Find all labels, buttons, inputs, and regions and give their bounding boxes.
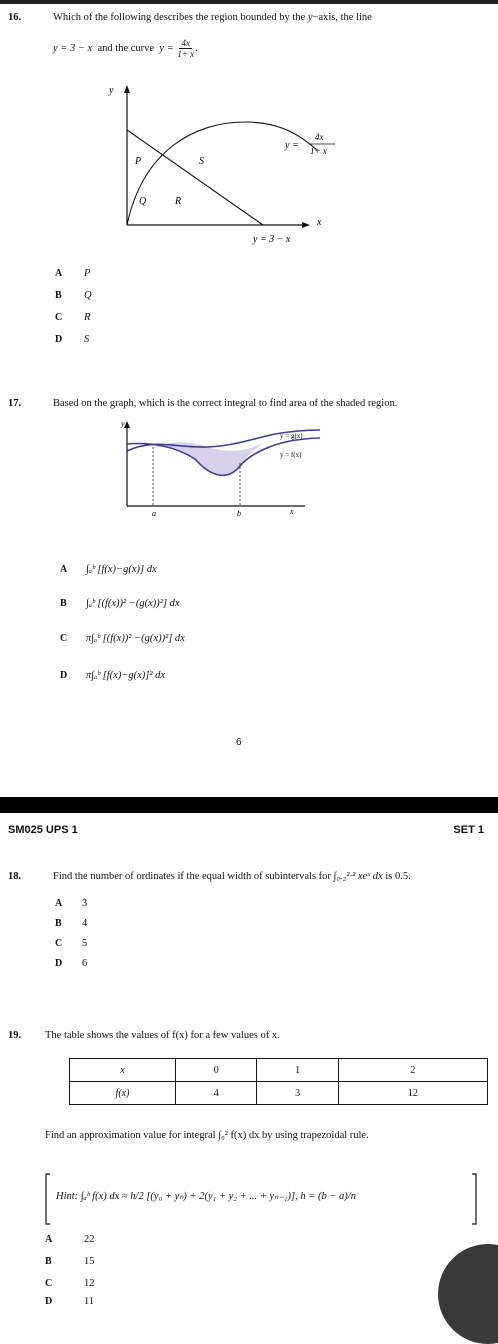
page-corner-curl	[438, 1244, 498, 1344]
q16-text-var: y	[307, 12, 313, 23]
q17-option-d-value[interactable]: π∫ₐᵇ [f(x)−g(x)]² dx	[86, 670, 166, 681]
q16-text-part2: −axis, the line	[312, 12, 372, 23]
table-cell: x	[70, 1059, 176, 1082]
q18-option-b-value[interactable]: 4	[82, 918, 88, 929]
q17-g-label: y = g(x)	[280, 432, 303, 440]
hint-formula: Hint: ∫ₐᵇ f(x) dx ≈ h/2 [(y₀ + yₙ) + 2(y₁ + y₂ + ... + yₙ₋₁)], h = (b − a)/n	[56, 1191, 356, 1202]
q18-option-d-letter[interactable]: D	[55, 958, 63, 969]
q17-a-label: a	[152, 509, 156, 518]
q17-option-d-letter[interactable]: D	[60, 670, 68, 681]
q17-option-a-letter[interactable]: A	[60, 564, 68, 575]
table-row-x	[70, 1059, 488, 1082]
q16-option-c-letter[interactable]: C	[55, 312, 63, 323]
q16-text-part1: Which of the following describes the region bounded by the	[53, 12, 306, 23]
q18-option-d-value[interactable]: 6	[82, 958, 88, 969]
q17-option-c-value[interactable]: π∫ₐᵇ [(f(x))² −(g(x))²] dx	[86, 633, 185, 644]
header-left: SM025 UPS 1	[8, 824, 78, 836]
question-17-text: Based on the graph, which is the correct integral to find area of the shaded region.	[53, 398, 398, 409]
page-divider	[0, 797, 498, 813]
table-cell: 0	[176, 1059, 257, 1082]
q17-y-label: y	[121, 419, 125, 428]
q16-line	[127, 130, 263, 225]
q16-curve	[127, 122, 317, 225]
table-cell: 4	[176, 1082, 257, 1105]
q19-option-a-value[interactable]: 22	[84, 1234, 95, 1245]
q16-region-s: S	[199, 156, 204, 167]
q18-option-a-value[interactable]: 3	[82, 898, 88, 909]
q17-b-label: b	[237, 509, 241, 518]
hint-box	[42, 1170, 482, 1228]
q18-text-part2: is 0.5.	[385, 871, 411, 882]
q19-option-c-letter[interactable]: C	[45, 1278, 53, 1289]
q17-x-label: x	[290, 507, 294, 516]
q16-curve-fraction	[177, 38, 194, 59]
q17-option-a-value[interactable]: ∫ₐᵇ [f(x)−g(x)] dx	[86, 564, 157, 575]
q16-line-label: y = 3 − x	[253, 234, 291, 245]
q16-option-b-value[interactable]: Q	[84, 290, 92, 301]
q16-curve-lhs: y =	[159, 42, 174, 54]
q17-option-b-letter[interactable]: B	[60, 598, 67, 609]
table-cell: 12	[338, 1082, 487, 1105]
question-16-number: 16.	[8, 12, 22, 23]
question-16-text	[53, 12, 372, 23]
table-cell: 3	[257, 1082, 338, 1105]
q17-graph	[115, 418, 330, 523]
q18-option-b-letter[interactable]: B	[55, 918, 62, 929]
q16-option-d-letter[interactable]: D	[55, 334, 63, 345]
page-number: 6	[236, 737, 242, 748]
q16-graph	[95, 80, 345, 255]
q18-option-a-letter[interactable]: A	[55, 898, 63, 909]
table-row-fx	[70, 1082, 488, 1105]
question-16-equations: y = 3 − x and the curve y = $\frac{4x}{1+ x}$ .	[53, 38, 198, 59]
q17-y-arrow	[124, 421, 130, 428]
q18-option-c-letter[interactable]: C	[55, 938, 63, 949]
q18-option-c-value[interactable]: 5	[82, 938, 88, 949]
q19-option-b-value[interactable]: 15	[84, 1256, 95, 1267]
q16-x-label: x	[317, 217, 322, 228]
q18-text-part1: Find the number of ordinates if the equal width of subintervals for	[53, 871, 331, 882]
q19-option-d-value[interactable]: 11	[84, 1296, 95, 1307]
q19-option-c-value[interactable]: 12	[84, 1278, 95, 1289]
q16-option-d-value[interactable]: S	[84, 334, 90, 345]
q16-option-b-letter[interactable]: B	[55, 290, 62, 301]
q16-y-label: y	[109, 85, 114, 96]
q17-option-c-letter[interactable]: C	[60, 633, 68, 644]
q16-option-c-value[interactable]: R	[84, 312, 91, 323]
table-cell: 1	[257, 1059, 338, 1082]
question-18-text	[53, 871, 411, 882]
q19-option-a-letter[interactable]: A	[45, 1234, 53, 1245]
q16-line-equation: y = 3 − x	[53, 42, 93, 54]
question-17-number: 17.	[8, 398, 22, 409]
table-cell: f(x)	[70, 1082, 176, 1105]
q19-option-b-letter[interactable]: B	[45, 1256, 52, 1267]
table-cell: 2	[338, 1059, 487, 1082]
question-19-number: 19.	[8, 1030, 22, 1041]
q17-f-label: y = f(x)	[280, 451, 302, 459]
q16-curve-label-den: 1+ x	[310, 146, 327, 156]
question-19-instruction: Find an approximation value for integral ∫₀² f(x) dx by using trapezoidal rule.	[45, 1130, 369, 1141]
q16-region-p: P	[135, 156, 142, 167]
header-right: SET 1	[453, 824, 484, 836]
q16-option-a-letter[interactable]: A	[55, 268, 63, 279]
q19-option-d-letter[interactable]: D	[45, 1296, 53, 1307]
values-table	[69, 1058, 488, 1105]
top-border	[0, 0, 498, 4]
q16-and-curve: and the curve	[97, 42, 155, 54]
q16-y-arrow	[124, 85, 130, 93]
q16-region-q: Q	[139, 196, 147, 207]
q16-curve-label-lhs: y =	[285, 140, 299, 151]
q16-curve-label-num: 4x	[315, 132, 324, 142]
question-19-text: The table shows the values of f(x) for a few values of x.	[45, 1030, 280, 1041]
q16-option-a-value[interactable]: P	[84, 268, 91, 279]
q16-x-arrow	[302, 222, 310, 228]
q17-option-b-value[interactable]: ∫ₐᵇ [(f(x))² −(g(x))²] dx	[86, 598, 180, 609]
q16-region-r: R	[175, 196, 182, 207]
question-18-number: 18.	[8, 871, 22, 882]
q16-curve-den: 1+ x	[177, 49, 195, 59]
q18-integral: ∫₀.₂²·² xeˣ dx	[333, 871, 383, 882]
q16-curve-num: 4x	[181, 38, 190, 48]
